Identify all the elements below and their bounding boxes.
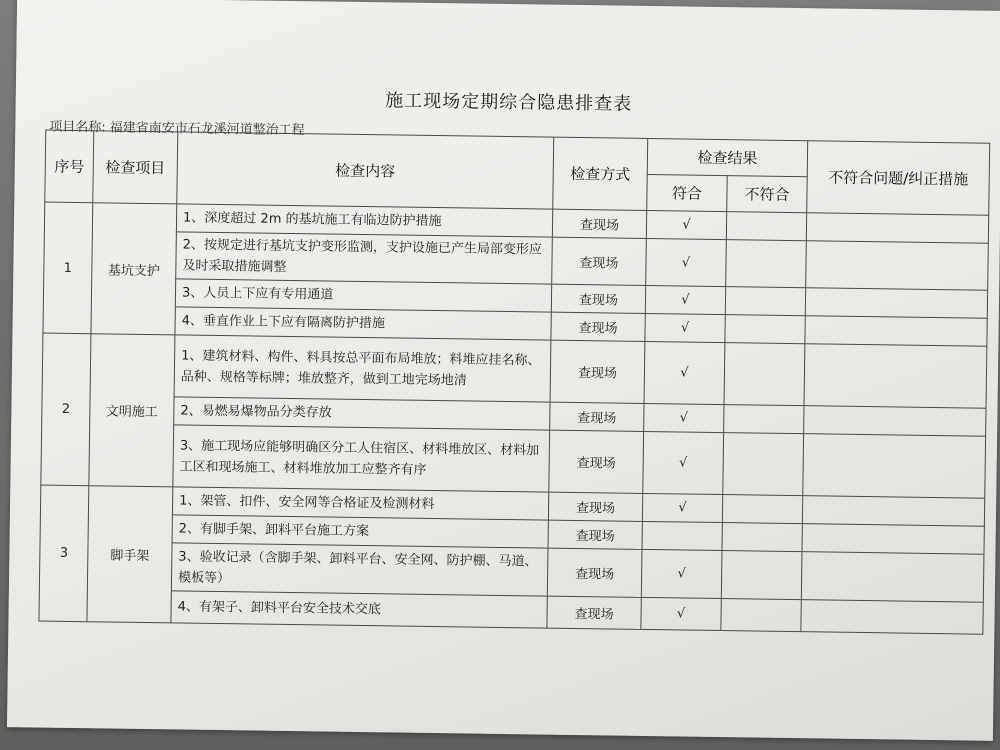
row-pass-mark: √ — [645, 285, 725, 314]
row-issues — [801, 552, 984, 603]
row-content: 3、人员上下应有专用通道 — [175, 279, 551, 312]
row-method: 查现场 — [552, 209, 646, 238]
row-pass-mark — [642, 521, 722, 550]
header-method: 检查方式 — [553, 137, 648, 210]
row-fail-mark — [726, 240, 807, 288]
inspection-table — [38, 130, 990, 635]
group-seq: 1 — [43, 202, 93, 334]
header-fail: 不符合 — [727, 176, 808, 213]
row-method: 查现场 — [551, 284, 645, 313]
row-fail-mark — [724, 343, 805, 406]
row-pass-mark: √ — [643, 431, 724, 494]
header-item: 检查项目 — [93, 131, 178, 204]
row-method: 查现场 — [548, 492, 642, 521]
row-fail-mark — [722, 523, 802, 552]
row-issues — [804, 406, 986, 437]
row-method: 查现场 — [552, 237, 647, 285]
group-seq: 3 — [39, 485, 89, 622]
row-fail-mark — [725, 287, 805, 316]
row-content: 1、架管、扣件、安全网等合格证及检测材料 — [172, 487, 548, 520]
project-name: 福建省南安市石龙溪河道整治工程 — [109, 120, 305, 139]
inspection-sheet — [7, 0, 1000, 741]
row-issues — [806, 213, 988, 244]
row-issues — [805, 288, 987, 319]
row-fail-mark — [721, 599, 801, 632]
row-fail-mark — [725, 315, 805, 344]
table-body — [39, 202, 989, 634]
header-seq: 序号 — [45, 130, 94, 203]
header-issues: 不符合问题/纠正措施 — [807, 141, 990, 216]
row-issues — [804, 344, 987, 409]
document-title: 施工现场定期综合隐患排查表 — [385, 90, 633, 115]
row-method: 查现场 — [551, 312, 645, 341]
row-content: 1、建筑材料、构件、料具按总平面布局堆放；料堆应挂名称、品种、规格等标牌；堆放整齐，做到工地完场地清 — [174, 335, 551, 402]
row-content: 3、施工现场应能够明确区分工人住宿区、材料堆放区、材料加工区和现场施工、材料堆放加工应整齐有序 — [173, 425, 550, 492]
group-item: 基坑支护 — [91, 203, 177, 335]
group-item: 脚手架 — [87, 486, 173, 623]
row-issues — [802, 496, 984, 527]
row-pass-mark: √ — [644, 341, 725, 404]
row-fail-mark — [722, 495, 802, 524]
row-content: 1、深度超过 2m 的基坑施工有临边防护措施 — [176, 204, 552, 237]
row-content: 3、验收记录（含脚手架、卸料平台、安全网、防护棚、马道、模板等） — [171, 543, 548, 596]
row-pass-mark: √ — [641, 549, 722, 598]
project-label: 项目名称: — [49, 119, 106, 136]
row-issues — [805, 316, 987, 347]
row-pass-mark: √ — [642, 493, 722, 522]
row-pass-mark: √ — [641, 597, 721, 630]
row-fail-mark — [721, 551, 802, 600]
row-fail-mark — [724, 405, 804, 434]
row-pass-mark: √ — [644, 403, 724, 432]
row-issues — [802, 524, 984, 555]
row-issues — [801, 600, 983, 635]
row-issues — [803, 434, 986, 499]
header-content: 检查内容 — [177, 132, 554, 209]
header-result: 检查结果 — [647, 138, 808, 176]
row-method: 查现场 — [550, 402, 644, 431]
row-method: 查现场 — [547, 596, 641, 629]
row-pass-mark: √ — [646, 210, 726, 239]
row-method: 查现场 — [548, 520, 642, 549]
group-item: 文明施工 — [89, 334, 175, 487]
row-method: 查现场 — [549, 430, 644, 493]
row-content: 4、有架子、卸料平台安全技术交底 — [171, 591, 547, 628]
row-content: 4、垂直作业上下应有隔离防护措施 — [175, 307, 551, 340]
row-fail-mark — [726, 212, 806, 241]
row-method: 查现场 — [547, 548, 642, 597]
row-method: 查现场 — [550, 340, 645, 403]
row-content: 2、按规定进行基坑支护变形监测，支护设施已产生局部变形应及时采取措施调整 — [176, 232, 553, 284]
row-content: 2、易燃易爆物品分类存放 — [174, 397, 550, 430]
row-pass-mark: √ — [646, 238, 727, 286]
row-fail-mark — [723, 433, 804, 496]
row-pass-mark: √ — [645, 313, 725, 342]
row-content: 2、有脚手架、卸料平台施工方案 — [172, 515, 548, 548]
group-seq: 2 — [41, 333, 91, 486]
header-pass: 符合 — [647, 174, 727, 211]
row-issues — [806, 241, 989, 291]
